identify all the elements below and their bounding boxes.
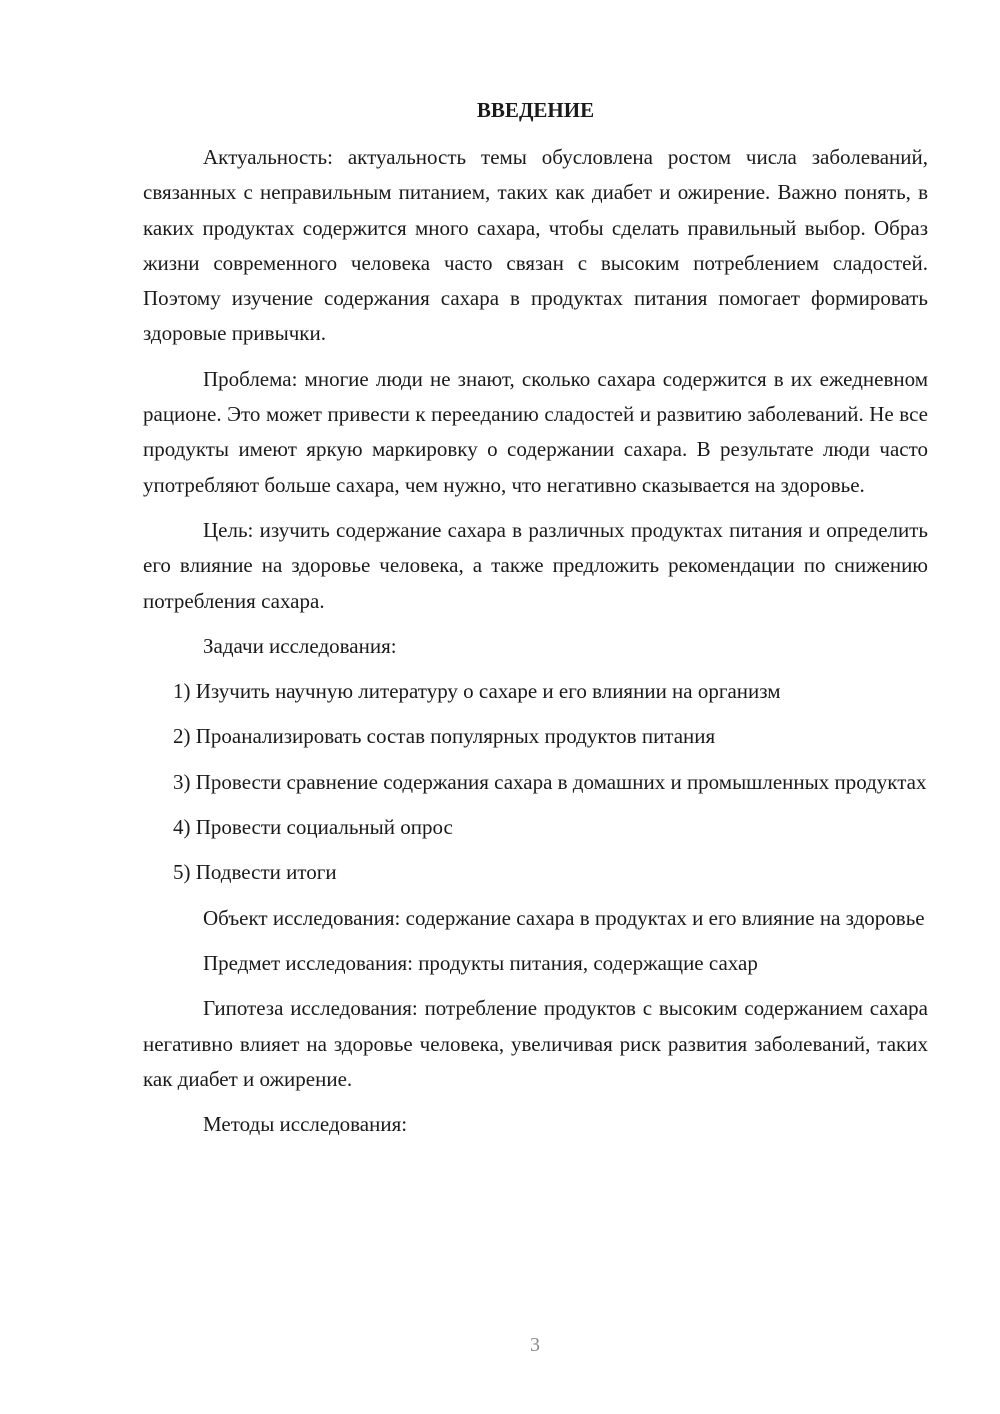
document-body <box>143 140 928 1152</box>
paragraph-goal: Цель: изучить содержание сахара в различных продуктах питания и определить его влияние на здоровье человека, а также предложить рекомендации по снижению потребления сахара. <box>143 517 928 613</box>
task-item: 3) Провести сравнение содержания сахара в домашних и промышленных продуктах <box>173 769 927 794</box>
paragraph-subject: Предмет исследования: продукты питания, содержащие сахар <box>203 950 758 975</box>
page-number: 3 <box>530 1334 540 1356</box>
paragraph-object: Объект исследования: содержание сахара в продуктах и его влияние на здоровье <box>203 905 925 930</box>
task-item: 1) Изучить научную литературу о сахаре и его влиянии на организм <box>173 679 781 704</box>
task-item: 5) Подвести итоги <box>173 860 337 885</box>
paragraph-methods: Методы исследования: <box>203 1112 408 1137</box>
paragraph-problem: Проблема: многие люди не знают, сколько сахара содержится в их ежедневном рационе. Это может привести к перееданию сладостей и развитию заболеваний. Не все продукты имеют яркую маркировку о содержании сахара. В результате люди часто употребляют больше сахара, чем нужно, что негативно сказывается на здоровье. <box>143 366 928 497</box>
task-item: 4) Провести социальный опрос <box>173 815 453 840</box>
task-item: 2) Проанализировать состав популярных продуктов питания <box>173 724 716 749</box>
page-heading: ВВЕДЕНИЕ <box>476 98 595 122</box>
paragraph-relevance: Актуальность: актуальность темы обусловлена ростом числа заболеваний, связанных с неправильным питанием, таких как диабет и ожирение. Важно понять, в каких продуктах содержится много сахара, чтобы сделать правильный выбор. Образ жизни современного человека часто связан с высоким потреблением сладостей. Поэтому изучение содержания сахара в продуктах питания помогает формировать здоровые привычки. <box>143 145 928 346</box>
tasks-heading: Задачи исследования: <box>203 633 397 658</box>
paragraph-hypothesis: Гипотеза исследования: потребление продуктов с высоким содержанием сахара негативно влияет на здоровье человека, увеличивая риск развития заболеваний, таких как диабет и ожирение. <box>143 996 928 1091</box>
